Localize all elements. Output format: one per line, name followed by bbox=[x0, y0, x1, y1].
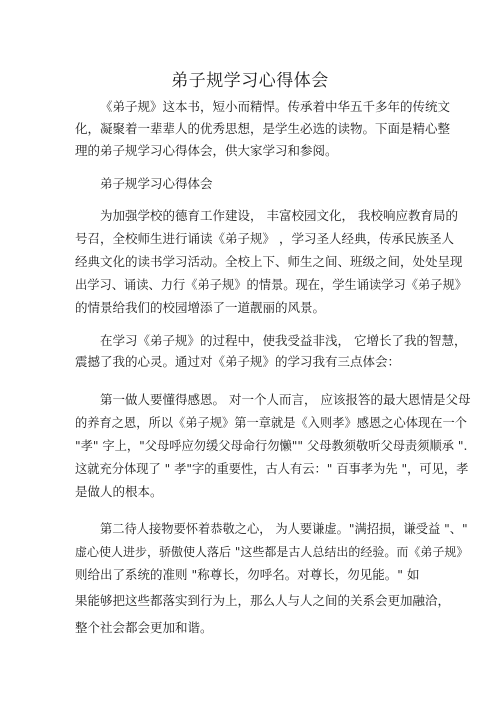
paragraph-line: 整个社会都会更加和谐。 bbox=[75, 620, 213, 635]
paragraph-line: 的养育之恩，所以《弟子规》第一章就是《入则孝》感恩之心体现在一个 bbox=[75, 416, 467, 430]
paragraph-line: 这就充分体现了 " 孝"字的重要性，古人有云：" 百事孝为先 "，可见，孝 bbox=[75, 462, 469, 476]
paragraph-line: "孝" 字上，"父母呼应勿缓父母命行勿懒"" 父母教须敬听父母责须顺承 ". bbox=[75, 439, 468, 453]
paragraph-line: 号召，全校师生进行诵读《弟子规》 ，学习圣人经典，传承民族圣人 bbox=[75, 231, 454, 246]
section-subtitle: 弟子规学习心得体会 bbox=[100, 176, 213, 191]
paragraph-line: 震撼了我的心灵。通过对《弟子规》的学习我有三点体会： bbox=[75, 354, 401, 369]
paragraph-line: 在学习《弟子规》的过程中，使我受益非浅， 它增长了我的智慧， bbox=[100, 333, 467, 348]
paragraph-line: 果能够把这些都落实到行为上，那么人与人之间的关系会更加融洽， bbox=[75, 593, 451, 608]
intro-line: 化，凝聚着一辈辈人的优秀思想，是学生必选的读物。下面是精心整 bbox=[75, 121, 451, 136]
paragraph-line: 出学习、诵读、力行《弟子规》的情景。现在，学生诵读学习《弟子规》 bbox=[75, 278, 467, 292]
paragraph-line: 的情景给我们的校园增添了一道靓丽的风景。 bbox=[75, 300, 326, 315]
paragraph-line: 是做人的根本。 bbox=[75, 484, 163, 499]
paragraph-line: 第一做人要懂得感恩。 对一个人而言， 应该报答的最大恩情是父母 bbox=[100, 392, 471, 407]
intro-line: 《弟子规》这本书，短小而精悍。传承着中华五千多年的传统文 bbox=[100, 99, 451, 114]
paragraph-line: 经典文化的读书学习活动。全校上下、师生之间、班级之间，处处呈现 bbox=[75, 254, 463, 269]
intro-line: 理的弟子规学习心得体会，供大家学习和参阅。 bbox=[75, 143, 338, 158]
paragraph-line: 为加强学校的德育工作建设， 丰富校园文化， 我校响应教育局的 bbox=[100, 208, 458, 223]
page-title: 弟子规学习心得体会 bbox=[171, 71, 329, 91]
paragraph-line: 虚心使人进步，骄傲使人落后 "这些都是古人总结出的经验。而《弟子规》 bbox=[75, 545, 469, 559]
paragraph-line: 第二待人接物要怀着恭敬之心， 为人要谦虚。"满招损，谦受益 "、" bbox=[100, 522, 468, 536]
paragraph-line: 则给出了系统的准则 "称尊长，勿呼名。对尊长，勿见能。" 如 bbox=[75, 567, 420, 582]
